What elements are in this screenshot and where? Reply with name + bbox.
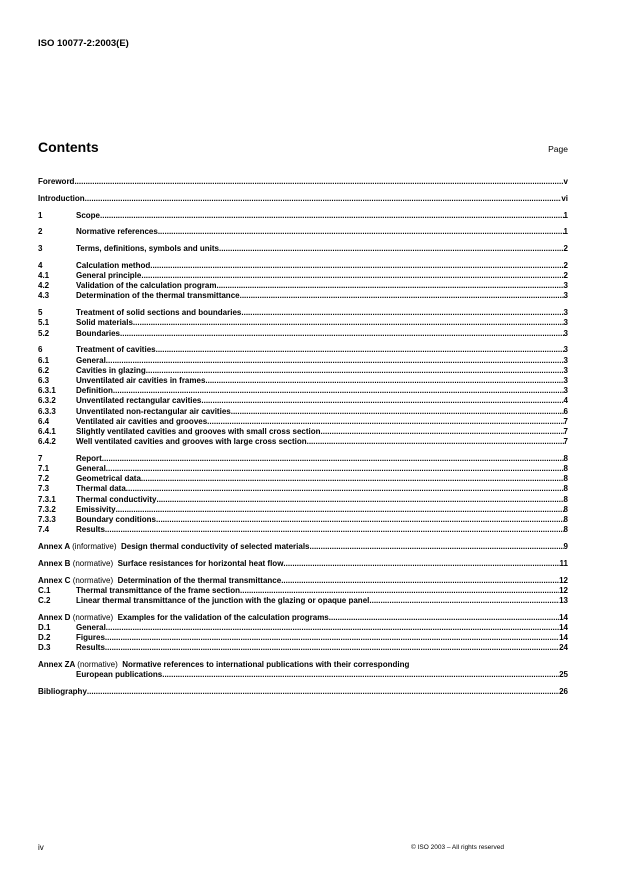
toc-entry[interactable] bbox=[38, 464, 568, 474]
toc-entry-leader-row bbox=[76, 244, 568, 254]
toc-entry[interactable] bbox=[38, 318, 568, 328]
toc-entry-leader-row bbox=[76, 427, 568, 437]
toc-entry-leader-row bbox=[38, 576, 568, 586]
toc-entry-title: Unventilated rectangular cavities bbox=[76, 396, 202, 406]
toc-entry-page: 3 bbox=[563, 308, 568, 318]
toc-entry-page: 24 bbox=[559, 643, 568, 653]
toc-entry[interactable] bbox=[38, 407, 568, 417]
toc-entry-title: Annex A (informative) Design thermal conductivity of selected materials bbox=[38, 541, 310, 551]
toc-entry-number: C.2 bbox=[38, 595, 51, 605]
toc-dot-leader bbox=[105, 643, 559, 653]
toc-dot-leader bbox=[74, 177, 563, 187]
toc-entry-leader-row bbox=[38, 687, 568, 697]
toc-entry-number: 7.3.2 bbox=[38, 504, 56, 514]
toc-entry-title: General bbox=[76, 622, 106, 632]
toc-entry-page: 14 bbox=[559, 622, 568, 632]
toc-entry-number: D.1 bbox=[38, 622, 51, 632]
toc-entry-leader-row bbox=[76, 474, 568, 484]
toc-dot-leader bbox=[85, 194, 562, 204]
toc-dot-leader bbox=[156, 495, 563, 505]
toc-entry-title: Scope bbox=[76, 210, 101, 220]
toc-entry-title: Annex D (normative) Examples for the validation of the calculation programs bbox=[38, 612, 329, 622]
toc-entry-leader-row bbox=[76, 318, 568, 328]
toc-entry-title: Boundary conditions bbox=[76, 515, 156, 524]
toc-entry-leader-row bbox=[76, 417, 568, 427]
toc-entry-number: D.3 bbox=[38, 643, 51, 653]
toc-entry-number: 4.1 bbox=[38, 271, 50, 281]
toc-entry[interactable] bbox=[38, 643, 568, 653]
toc-entry-annex-za[interactable] bbox=[38, 660, 568, 670]
toc-entry-title: Thermal data bbox=[76, 484, 126, 494]
toc-entry-leader-row bbox=[76, 376, 568, 386]
toc-entry-page: 3 bbox=[563, 281, 568, 291]
toc-entry-page: 25 bbox=[559, 670, 568, 680]
toc-entry[interactable] bbox=[38, 559, 568, 569]
toc-entry[interactable] bbox=[38, 227, 568, 237]
toc-entry-page: 4 bbox=[563, 396, 568, 406]
toc-entry-leader-row bbox=[76, 633, 568, 643]
toc-entry[interactable] bbox=[38, 194, 568, 204]
toc-entry-page: v bbox=[563, 177, 568, 186]
toc-entry-annex-za-line2[interactable] bbox=[38, 670, 568, 680]
toc-entry-title: Introduction bbox=[38, 193, 85, 203]
toc-entry-number: 7.3.1 bbox=[38, 494, 56, 504]
toc-entry[interactable] bbox=[38, 586, 568, 596]
toc-entry-number: 3 bbox=[38, 244, 43, 254]
toc-dot-leader bbox=[162, 670, 559, 680]
toc-entry[interactable] bbox=[38, 484, 568, 494]
toc-entry-page: 13 bbox=[559, 595, 568, 605]
toc-entry-page: 1 bbox=[563, 210, 568, 220]
toc-dot-leader bbox=[150, 261, 563, 271]
toc-dot-leader bbox=[120, 329, 564, 339]
toc-entry-title: Calculation method bbox=[76, 260, 151, 270]
toc-entry-number: 4.2 bbox=[38, 281, 50, 291]
toc-entry-leader-row bbox=[76, 271, 568, 281]
toc-entry-leader-row bbox=[38, 613, 568, 623]
toc-dot-leader bbox=[240, 291, 564, 301]
toc-entry-title: Boundaries bbox=[76, 328, 121, 338]
toc-entry[interactable] bbox=[38, 366, 568, 376]
toc-dot-leader bbox=[141, 271, 563, 281]
toc-entry-leader-row bbox=[76, 670, 568, 680]
toc-entry-title: General bbox=[76, 355, 106, 365]
toc-entry-number: 6.3.1 bbox=[38, 386, 56, 396]
toc-entry[interactable] bbox=[38, 613, 568, 623]
toc-entry-title: Thermal conductivity bbox=[76, 494, 157, 504]
toc-entry-number: 7.3 bbox=[38, 484, 50, 494]
toc-dot-leader bbox=[281, 576, 559, 586]
toc-entry-page: 2 bbox=[563, 244, 568, 254]
toc-entry-title: Ventilated air cavities and grooves bbox=[76, 416, 208, 426]
toc-entry-leader-row bbox=[76, 281, 568, 291]
table-of-contents bbox=[38, 177, 568, 697]
toc-dot-leader bbox=[329, 613, 559, 623]
toc-dot-leader bbox=[219, 244, 564, 254]
toc-dot-leader bbox=[102, 454, 564, 464]
toc-entry-title: Terms, definitions, symbols and units bbox=[76, 244, 219, 254]
toc-dot-leader bbox=[205, 376, 563, 386]
toc-entry-title: Annex C (normative) Determination of the thermal transmittance bbox=[38, 575, 282, 585]
toc-entry-number: 6.3.2 bbox=[38, 396, 56, 406]
toc-entry-title: Validation of the calculation program bbox=[76, 281, 217, 291]
toc-entry-page: 7 bbox=[563, 416, 568, 426]
toc-entry-number: 1 bbox=[38, 210, 43, 220]
toc-entry-leader-row bbox=[76, 386, 568, 396]
toc-entry-number: 6.2 bbox=[38, 365, 50, 375]
toc-entry-title: Results bbox=[76, 525, 105, 535]
toc-entry-title: Geometrical data bbox=[76, 474, 141, 484]
toc-entry-leader-row bbox=[76, 643, 568, 653]
toc-entry-number: 6 bbox=[38, 345, 43, 355]
toc-entry-page: 7 bbox=[563, 426, 568, 436]
toc-entry-leader-row bbox=[76, 308, 568, 318]
toc-entry-title: Unventilated non-rectangular air cavities bbox=[76, 406, 231, 416]
toc-dot-leader bbox=[87, 687, 559, 697]
toc-dot-leader bbox=[241, 308, 563, 318]
toc-entry-list bbox=[38, 177, 568, 653]
toc-entry-leader-row bbox=[76, 505, 568, 515]
toc-entry-number: 6.4.1 bbox=[38, 426, 56, 436]
toc-entry-title: Annex B (normative) Surface resistances for horizontal heat flow bbox=[38, 558, 284, 568]
toc-entry[interactable] bbox=[38, 525, 568, 535]
toc-entry[interactable] bbox=[38, 542, 568, 552]
toc-entry-title: Definition bbox=[76, 386, 113, 396]
toc-entry-number: 5 bbox=[38, 308, 43, 318]
toc-entry-page: 14 bbox=[559, 612, 568, 622]
toc-entry[interactable] bbox=[38, 261, 568, 271]
toc-entry-page: 3 bbox=[563, 375, 568, 385]
toc-entry-page: 1 bbox=[563, 227, 568, 237]
toc-entry[interactable] bbox=[38, 356, 568, 366]
toc-entry-page: 11 bbox=[559, 558, 568, 568]
toc-dot-leader bbox=[231, 407, 564, 417]
toc-dot-leader bbox=[156, 515, 564, 525]
toc-entry-leader-row bbox=[76, 623, 568, 633]
toc-entry-number: 6.3.3 bbox=[38, 406, 56, 416]
toc-entry[interactable] bbox=[38, 505, 568, 515]
toc-entry[interactable] bbox=[38, 437, 568, 447]
toc-entry[interactable] bbox=[38, 345, 568, 355]
toc-dot-leader bbox=[105, 633, 559, 643]
toc-entry-leader-row bbox=[76, 586, 568, 596]
toc-entry-page: 3 bbox=[563, 291, 568, 301]
toc-entry-title: European publications bbox=[76, 670, 163, 680]
toc-entry-title: Determination of the thermal transmittance bbox=[76, 291, 240, 301]
toc-entry-leader-row bbox=[76, 261, 568, 271]
toc-entry-title: Linear thermal transmittance of the junction with the glazing or opaque panel bbox=[76, 595, 370, 605]
toc-entry[interactable] bbox=[38, 244, 568, 254]
toc-dot-leader bbox=[283, 559, 559, 569]
toc-entry[interactable] bbox=[38, 291, 568, 301]
toc-entry-leader-row bbox=[38, 194, 568, 204]
toc-entry-title: General bbox=[76, 464, 106, 474]
toc-entry[interactable] bbox=[38, 427, 568, 437]
toc-entry-page: 2 bbox=[563, 260, 568, 270]
toc-entry-page: 8 bbox=[563, 474, 568, 484]
toc-entry-leader-row bbox=[76, 464, 568, 474]
toc-entry-number: 6.4.2 bbox=[38, 437, 56, 447]
document-id-header: ISO 10077-2:2003(E) bbox=[38, 38, 129, 49]
toc-entry-leader-row bbox=[76, 596, 568, 606]
toc-entry-number: 5.1 bbox=[38, 318, 50, 328]
toc-entry-page: 3 bbox=[563, 386, 568, 396]
toc-entry-leader-row bbox=[76, 211, 568, 221]
toc-entry-leader-row bbox=[76, 345, 568, 355]
toc-entry-page: 12 bbox=[559, 585, 568, 595]
toc-entry-title: Annex ZA (normative) Normative references to international publications with their corresponding bbox=[38, 660, 410, 670]
toc-entry-title: Figures bbox=[76, 633, 105, 643]
toc-entry-title: Results bbox=[76, 643, 105, 653]
toc-dot-leader bbox=[133, 318, 564, 328]
toc-entry[interactable] bbox=[38, 495, 568, 505]
toc-entry[interactable] bbox=[38, 623, 568, 633]
toc-entry-leader-row bbox=[38, 559, 568, 569]
toc-entry-page: 8 bbox=[563, 453, 568, 463]
footer-copyright: © ISO 2003 – All rights reserved bbox=[411, 844, 504, 851]
toc-dot-leader bbox=[126, 484, 564, 494]
toc-entry-annex-za-line1 bbox=[38, 660, 568, 670]
toc-entry-leader-row bbox=[38, 542, 568, 552]
toc-entry-number: D.2 bbox=[38, 633, 51, 643]
toc-entry-number: 6.1 bbox=[38, 355, 50, 365]
toc-entry-leader-row bbox=[76, 396, 568, 406]
toc-entry-page: 14 bbox=[559, 633, 568, 643]
toc-dot-leader bbox=[207, 417, 563, 427]
toc-dot-leader bbox=[240, 586, 559, 596]
toc-entry-number: 4 bbox=[38, 260, 43, 270]
toc-entry-leader-row bbox=[76, 495, 568, 505]
toc-dot-leader bbox=[106, 623, 559, 633]
toc-entry-title: Report bbox=[76, 453, 102, 463]
toc-entry-page: 3 bbox=[563, 345, 568, 355]
toc-dot-leader bbox=[321, 427, 564, 437]
toc-entry-title: Treatment of solid sections and boundaries bbox=[76, 308, 242, 318]
toc-entry-page: 8 bbox=[563, 494, 568, 504]
toc-dot-leader bbox=[116, 505, 564, 515]
toc-entry[interactable] bbox=[38, 211, 568, 221]
toc-dot-leader bbox=[113, 386, 564, 396]
toc-entry[interactable] bbox=[38, 417, 568, 427]
toc-entry-title: Foreword bbox=[38, 177, 75, 186]
toc-dot-leader bbox=[216, 281, 563, 291]
toc-entry-page: 6 bbox=[563, 406, 568, 416]
toc-entry-page: 8 bbox=[563, 464, 568, 474]
toc-entry-title: Well ventilated cavities and grooves with large cross section bbox=[76, 437, 307, 447]
toc-entry-page: vi bbox=[561, 193, 568, 203]
toc-entry-title: Thermal transmittance of the frame section bbox=[76, 585, 241, 595]
toc-dot-leader bbox=[141, 474, 564, 484]
toc-entry-number: 2 bbox=[38, 227, 43, 237]
toc-dot-leader bbox=[201, 396, 563, 406]
toc-entry-page: 3 bbox=[563, 365, 568, 375]
toc-entry-page: 8 bbox=[563, 484, 568, 494]
toc-entry[interactable] bbox=[38, 386, 568, 396]
toc-entry-title: Normative references bbox=[76, 227, 158, 237]
toc-entry-leader-row bbox=[76, 454, 568, 464]
toc-entry-leader-row bbox=[76, 515, 568, 525]
toc-entry-leader-row bbox=[38, 177, 568, 187]
toc-entry-number: 6.3 bbox=[38, 375, 50, 385]
toc-dot-leader bbox=[307, 437, 564, 447]
toc-entry-page: 8 bbox=[563, 525, 568, 535]
toc-entry[interactable] bbox=[38, 281, 568, 291]
toc-entry[interactable] bbox=[38, 454, 568, 464]
toc-dot-leader bbox=[105, 525, 564, 535]
toc-entry-number: 7.2 bbox=[38, 474, 50, 484]
toc-entry[interactable] bbox=[38, 474, 568, 484]
toc-entry-leader-row bbox=[76, 484, 568, 494]
toc-entry-number: 5.2 bbox=[38, 328, 50, 338]
toc-dot-leader bbox=[310, 542, 564, 552]
toc-dot-leader bbox=[369, 596, 559, 606]
toc-entry-page: 9 bbox=[563, 541, 568, 551]
toc-entry-leader-row bbox=[76, 525, 568, 535]
toc-entry-number: C.1 bbox=[38, 585, 51, 595]
toc-entry[interactable] bbox=[38, 271, 568, 281]
toc-entry-page: 26 bbox=[559, 687, 568, 696]
toc-dot-leader bbox=[158, 227, 564, 237]
toc-entry[interactable] bbox=[38, 396, 568, 406]
toc-entry-number: 7 bbox=[38, 453, 43, 463]
toc-dot-leader bbox=[100, 211, 564, 221]
toc-dot-leader bbox=[156, 345, 564, 355]
toc-entry-number: 7.1 bbox=[38, 464, 50, 474]
toc-dot-leader bbox=[106, 356, 564, 366]
toc-entry[interactable] bbox=[38, 596, 568, 606]
toc-entry-page: 3 bbox=[563, 318, 568, 328]
toc-entry-leader-row bbox=[76, 291, 568, 301]
toc-entry[interactable] bbox=[38, 576, 568, 586]
toc-dot-leader bbox=[146, 366, 564, 376]
toc-entry-title: Treatment of cavities bbox=[76, 345, 156, 355]
toc-entry-leader-row bbox=[76, 366, 568, 376]
toc-entry-title: General principle bbox=[76, 271, 142, 281]
toc-entry-page: 7 bbox=[563, 437, 568, 447]
toc-entry-number: 7.3.3 bbox=[38, 515, 56, 524]
toc-entry-number: 6.4 bbox=[38, 416, 50, 426]
toc-entry-title: Solid materials bbox=[76, 318, 133, 328]
toc-entry-title: Unventilated air cavities in frames bbox=[76, 375, 206, 385]
toc-entry-leader-row bbox=[76, 437, 568, 447]
toc-entry-page: 2 bbox=[563, 271, 568, 281]
toc-entry-bibliography[interactable] bbox=[38, 687, 568, 697]
toc-entry[interactable] bbox=[38, 329, 568, 339]
toc-entry-page: 12 bbox=[559, 575, 568, 585]
toc-entry[interactable] bbox=[38, 633, 568, 643]
toc-entry-title: Cavities in glazing bbox=[76, 365, 146, 375]
toc-entry[interactable] bbox=[38, 515, 568, 525]
toc-entry-title: Emissivity bbox=[76, 504, 116, 514]
toc-entry-number: 7.4 bbox=[38, 525, 50, 535]
toc-entry-page: 8 bbox=[563, 515, 568, 524]
contents-heading: Contents bbox=[38, 139, 99, 155]
toc-dot-leader bbox=[106, 464, 564, 474]
toc-entry-page: 3 bbox=[563, 328, 568, 338]
toc-entry-leader-row bbox=[76, 356, 568, 366]
toc-entry[interactable] bbox=[38, 177, 568, 187]
footer-page-number: iv bbox=[38, 843, 44, 852]
toc-entry[interactable] bbox=[38, 308, 568, 318]
toc-entry[interactable] bbox=[38, 376, 568, 386]
toc-entry-leader-row bbox=[76, 407, 568, 417]
toc-entry-leader-row bbox=[76, 227, 568, 237]
toc-entry-number: 4.3 bbox=[38, 291, 50, 301]
toc-entry-leader-row bbox=[76, 329, 568, 339]
page-column-label: Page bbox=[548, 144, 568, 154]
toc-entry-page: 3 bbox=[563, 355, 568, 365]
toc-entry-page: 8 bbox=[563, 504, 568, 514]
toc-entry-title: Slightly ventilated cavities and grooves with small cross section bbox=[76, 426, 321, 436]
toc-entry-title: Bibliography bbox=[38, 687, 87, 696]
